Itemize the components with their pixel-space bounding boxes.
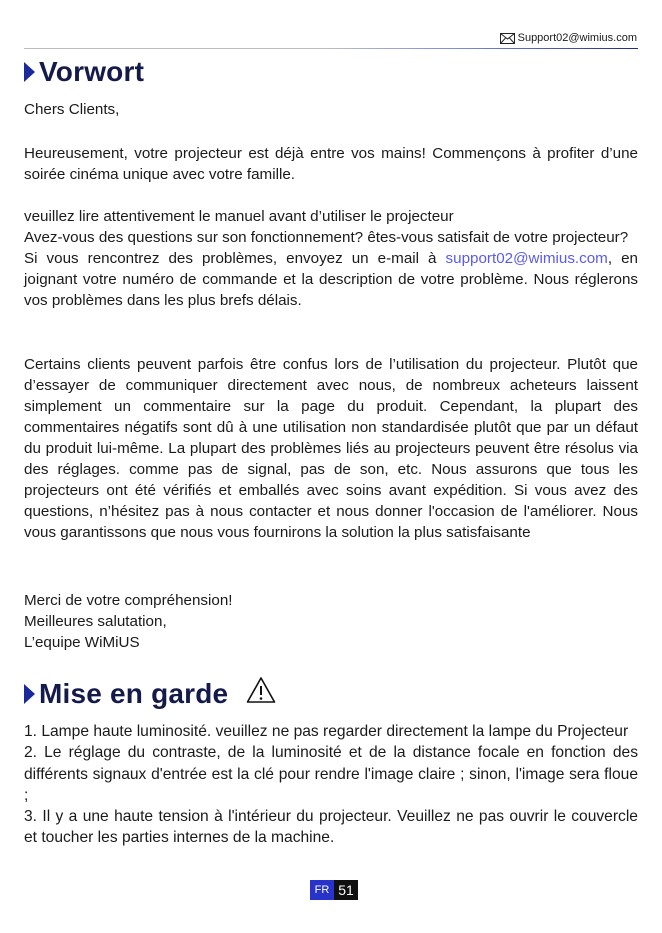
support-email: [500, 32, 637, 44]
intro-text: Heureusement, votre projecteur est déjà entre vos mains! Commençons à profiter d’une soirée cinéma unique avec votre famille.: [24, 145, 638, 183]
warning-item-3: 3. Il y a une haute tension à l'intérieur du projecteur. Veuillez ne pas ouvrir le couvercle et toucher les parties internes de la machine.: [24, 808, 638, 847]
page-header: [24, 30, 638, 52]
instructions-paragraph: [24, 206, 638, 311]
triangle-bullet-icon: [24, 62, 35, 82]
section-title-mise-en-garde: [24, 676, 276, 711]
envelope-icon: [500, 33, 515, 44]
section-title-text: Mise en garde: [39, 677, 229, 709]
body-paragraph: [24, 354, 638, 543]
closing-line-1: Merci de votre compréhension!: [24, 592, 233, 609]
warning-list: [24, 721, 638, 849]
header-divider: [24, 48, 638, 49]
instructions-line-3-post: , en joignant votre numéro de commande et la description de votre problème. Nous réglerons vos problèmes dans les plus brefs délais.: [24, 250, 638, 309]
instructions-line-3-pre: Si vous rencontrez des problèmes, envoyez un e-mail à: [24, 250, 446, 267]
warning-item-2: 2. Le réglage du contraste, de la luminosité et de la distance focale en fonction des différents signaux d'entrée est la clé pour rendre l'image claire ; sinon, l'image sera floue ;: [24, 744, 638, 804]
closing: [24, 590, 638, 653]
instructions-line-1: veuillez lire attentivement le manuel avant d’utiliser le projecteur: [24, 208, 454, 225]
page-footer: [310, 880, 358, 900]
greeting: [24, 99, 638, 120]
support-email-link[interactable]: support02@wimius.com: [445, 250, 608, 267]
closing-line-3: L’equipe WiMiUS: [24, 634, 140, 651]
section-title-vorwort: [24, 56, 144, 88]
section-title-text: Vorwort: [39, 56, 145, 87]
support-email-text: Support02@wimius.com: [517, 32, 637, 44]
intro-paragraph: [24, 143, 638, 185]
instructions-line-2: Avez-vous des questions sur son fonctionnement? êtes-vous satisfait de votre projecteur?: [24, 229, 629, 246]
body-text: Certains clients peuvent parfois être confus lors de l’utilisation du projecteur. Plutôt que d’essayer de communiquer directement avec nous, de nombreux acheteurs laissent simplement un commentaire sur la page du produit. Cependant, la plupart des commentaires négatifs sont dû à une utilisation non standardisée plutôt que par un défaut du produit lui-même. La plupart des problèmes liés au projecteurs peuvent être résolus via des réglages. comme pas de signal, pas de son, etc. Nous assurons que tous les projecteurs ont été vérifiés et emballés avec soins avant expédition. Si vous avez des questions, n’hésitez pas à nous contacter et nous donner l'occasion de l'améliorer. Nous vous garantissons que nous vous fournirons la solution la plus satisfaisante: [24, 356, 638, 541]
page-number: 51: [334, 880, 358, 900]
warning-item-1: 1. Lampe haute luminosité. veuillez ne pas regarder directement la lampe du Projecteur: [24, 723, 629, 740]
warning-triangle-icon: [246, 676, 276, 711]
language-badge: FR: [310, 880, 334, 900]
triangle-bullet-icon: [24, 684, 35, 704]
greeting-text: Chers Clients,: [24, 101, 120, 118]
instructions-line-3: [24, 248, 638, 311]
closing-line-2: Meilleures salutation,: [24, 613, 167, 630]
